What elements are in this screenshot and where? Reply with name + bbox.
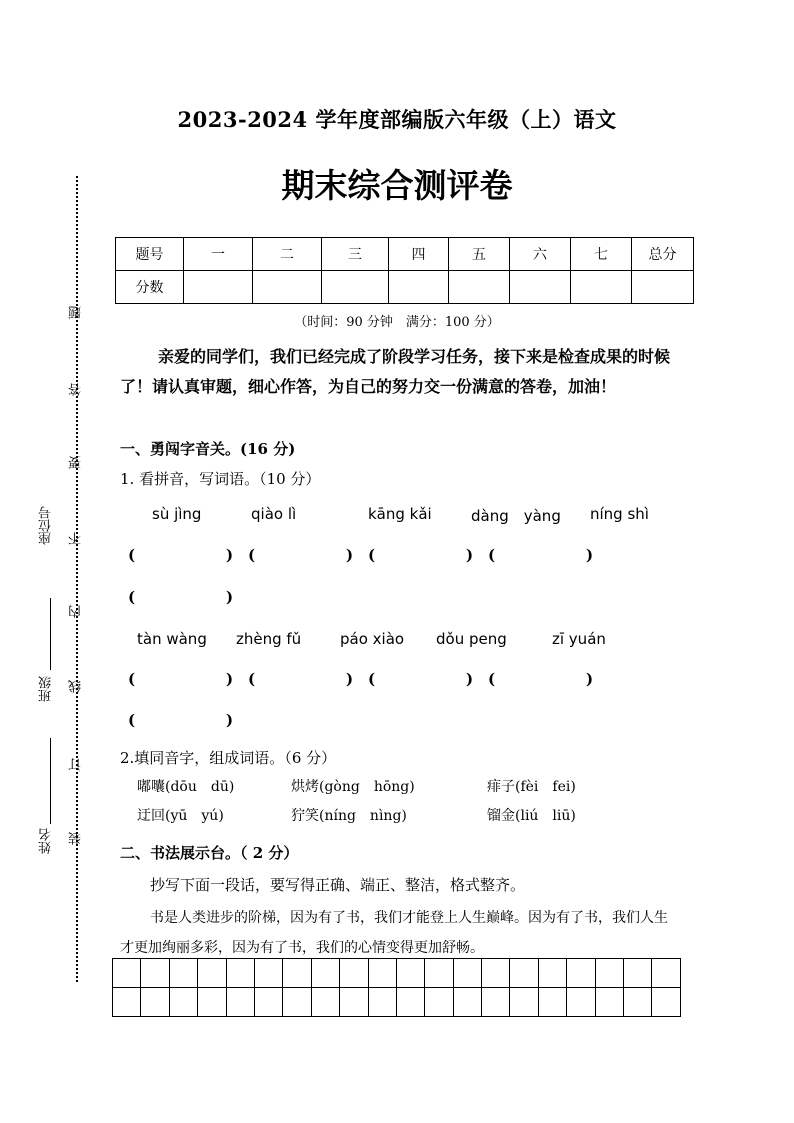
section1-title: 一、勇闯字音关。(16 分) bbox=[120, 440, 296, 458]
answer-paren-close: ) bbox=[586, 546, 594, 564]
pinyin: qiào lì bbox=[251, 505, 297, 523]
pinyin: dàng yàng bbox=[471, 507, 561, 525]
header-cell: 三 bbox=[322, 238, 389, 271]
intro-paragraph: 亲爱的同学们，我们已经完成了阶段学习任务，接下来是检查成果的时候了！请认真审题，细心作答，为自己的努力交一份满意的答卷，加油！ bbox=[120, 347, 671, 396]
pinyin: níng shì bbox=[590, 505, 649, 523]
score-table-score-row bbox=[116, 271, 694, 304]
answer-paren-close: ) bbox=[226, 670, 234, 688]
binding-char-3: 要 bbox=[69, 456, 84, 469]
copy-passage: 书是人类进步的阶梯，因为有了书，我们才能登上人生巅峰。因为有了书，我们人生才更加绚丽多彩，因为有了书，我们的心情变得更加舒畅。 bbox=[120, 910, 668, 956]
name-label: 姓名 bbox=[39, 828, 54, 854]
header-cell: 七 bbox=[571, 238, 632, 271]
section2-instruction: 抄写下面一段话，要写得正确、端正、整洁，格式整齐。 bbox=[150, 876, 526, 894]
score-cell[interactable] bbox=[184, 271, 253, 304]
q2-title: 2.填同音字，组成词语。（6 分） bbox=[120, 749, 337, 767]
binding-char-5: 内 bbox=[69, 605, 84, 618]
header-cell: 题号 bbox=[116, 238, 184, 271]
pinyin: kāng kǎi bbox=[368, 505, 432, 523]
writing-grid[interactable] bbox=[112, 958, 681, 1017]
answer-paren-close: ) bbox=[226, 711, 234, 729]
answer-paren-open: ( bbox=[128, 670, 136, 688]
homophone-item: 镏金(liú liū) bbox=[487, 808, 576, 824]
pinyin: zī yuán bbox=[552, 630, 606, 648]
section2-title: 二、书法展示台。（ 2 分） bbox=[120, 844, 299, 862]
binding-char-7: 订 bbox=[69, 758, 84, 771]
time-info: （时间：90 分钟 满分：100 分） bbox=[294, 315, 500, 330]
pinyin: tàn wàng bbox=[137, 630, 207, 648]
answer-paren-close: ) bbox=[226, 588, 234, 606]
answer-paren-open: ( bbox=[128, 588, 136, 606]
score-cell[interactable] bbox=[389, 271, 449, 304]
answer-paren-close: ) bbox=[226, 546, 234, 564]
answer-paren-open: ( bbox=[128, 711, 136, 729]
pinyin: dǒu peng bbox=[436, 630, 507, 648]
pinyin: zhèng fǔ bbox=[236, 630, 302, 648]
binding-char-4: 不 bbox=[69, 532, 84, 545]
exam-subtitle: 期末综合测评卷 bbox=[281, 166, 513, 205]
header-cell: 五 bbox=[449, 238, 510, 271]
answer-paren-open: ( bbox=[368, 546, 376, 564]
binding-char-6: 线 bbox=[69, 680, 84, 693]
score-cell[interactable] bbox=[322, 271, 389, 304]
binding-dotted-line bbox=[76, 176, 78, 982]
binding-char-1: 题 bbox=[69, 306, 84, 319]
answer-paren-open: ( bbox=[248, 546, 256, 564]
binding-char-8: 装 bbox=[69, 832, 84, 845]
answer-paren-open: ( bbox=[248, 670, 256, 688]
header-cell: 二 bbox=[253, 238, 322, 271]
homophone-item: 烘烤(gòng hōng) bbox=[291, 779, 415, 795]
answer-paren-close: ) bbox=[586, 670, 594, 688]
homophone-item: 嘟囔(dōu dū) bbox=[137, 779, 235, 795]
homophone-item: 迂回(yū yú) bbox=[137, 808, 224, 824]
seat-number-label: 座位号 bbox=[39, 506, 54, 545]
header-cell: 总分 bbox=[632, 238, 694, 271]
answer-paren-close: ) bbox=[346, 546, 354, 564]
score-table-header-row bbox=[116, 238, 694, 271]
class-field-line[interactable] bbox=[50, 598, 51, 670]
score-cell[interactable] bbox=[632, 271, 694, 304]
score-cell[interactable] bbox=[253, 271, 322, 304]
score-cell[interactable] bbox=[510, 271, 571, 304]
score-row-label: 分数 bbox=[116, 271, 184, 304]
binding-char-2: 答 bbox=[69, 383, 84, 396]
answer-paren-open: ( bbox=[128, 546, 136, 564]
homophone-item: 痱子(fèi fei) bbox=[487, 779, 576, 795]
header-cell: 一 bbox=[184, 238, 253, 271]
pinyin: páo xiào bbox=[340, 630, 405, 648]
header-cell: 四 bbox=[389, 238, 449, 271]
class-label: 班级 bbox=[39, 676, 54, 702]
answer-paren-open: ( bbox=[488, 546, 496, 564]
answer-paren-close: ) bbox=[466, 546, 474, 564]
answer-paren-close: ) bbox=[346, 670, 354, 688]
score-cell[interactable] bbox=[571, 271, 632, 304]
q1-title: 1. 看拼音，写词语。（10 分） bbox=[120, 470, 321, 488]
pinyin: sù jìng bbox=[152, 505, 202, 523]
score-cell[interactable] bbox=[449, 271, 510, 304]
answer-paren-close: ) bbox=[466, 670, 474, 688]
header-cell: 六 bbox=[510, 238, 571, 271]
answer-paren-open: ( bbox=[368, 670, 376, 688]
homophone-item: 狞笑(níng nìng) bbox=[291, 808, 407, 824]
exam-title: 2023-2024 学年度部编版六年级（上）语文 bbox=[177, 107, 617, 132]
name-field-line[interactable] bbox=[50, 738, 51, 824]
answer-paren-open: ( bbox=[488, 670, 496, 688]
score-table bbox=[115, 237, 694, 304]
